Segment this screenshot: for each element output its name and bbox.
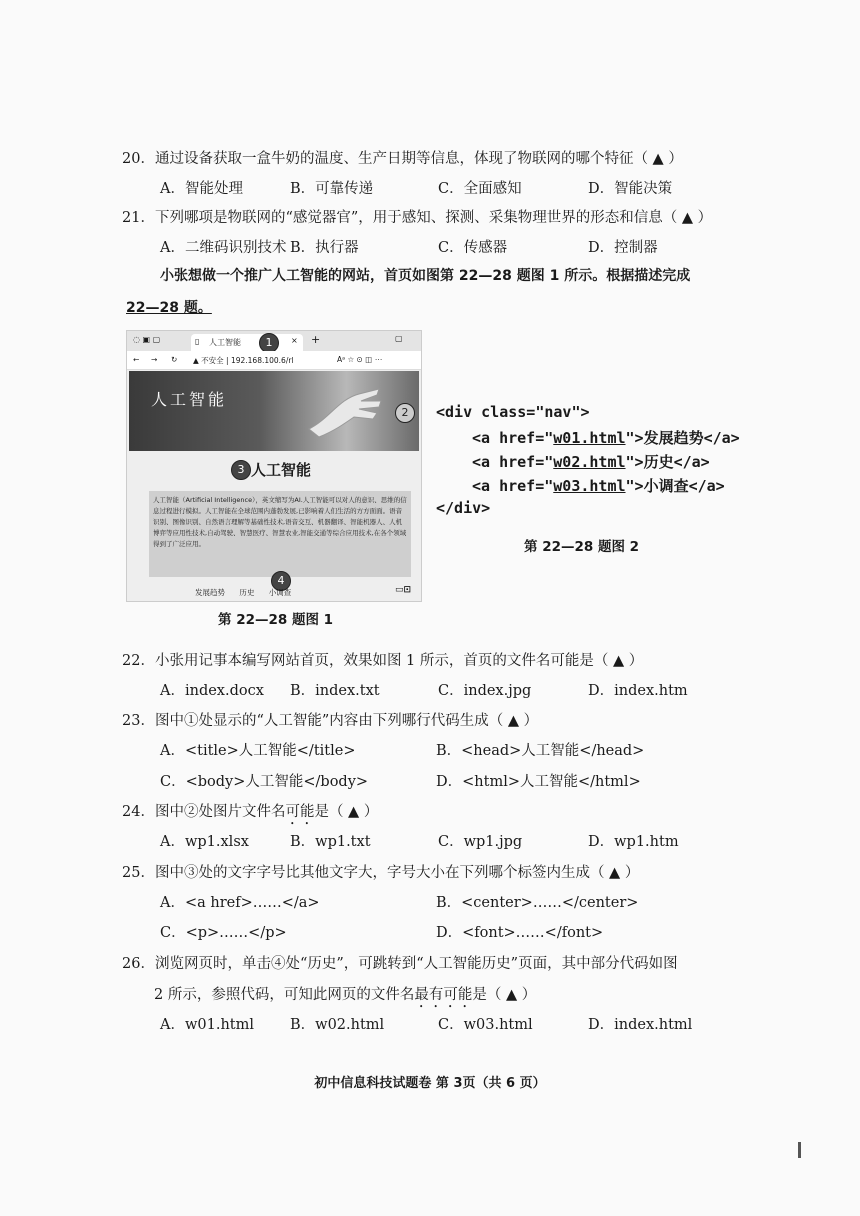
q26-option-b: B．w02.html (290, 1017, 385, 1033)
marker-3: 3 (231, 460, 251, 480)
q25-option-b: B．<center>……</center> (436, 895, 639, 911)
q22-option-c: C．index.jpg (438, 683, 532, 699)
stem-emphasis: 可能 (285, 804, 315, 820)
q20-option-b: B．可靠传递 (290, 181, 374, 197)
close-icon[interactable]: × (291, 336, 298, 345)
code-line-3 (472, 451, 710, 472)
question-24-stem (122, 800, 378, 828)
q24-option-a: A．wp1.xlsx (160, 834, 249, 850)
toolbar-icons[interactable]: Aᵃ ☆ ⊙ ◫ ⋯ (337, 355, 383, 364)
back-icon[interactable]: ← (133, 355, 140, 364)
q26-option-c: C．w03.html (438, 1017, 533, 1033)
q26-option-a: A．w01.html (160, 1017, 254, 1033)
marker-2: 2 (395, 403, 415, 423)
code-filename: w02.html (553, 453, 626, 471)
tab-title: 人工智能 (209, 338, 241, 347)
new-tab-icon[interactable]: + (311, 333, 321, 346)
stem-text: 2 所示，参照代码，可知此网页的文件名 (154, 987, 415, 1003)
q25-option-d: D．<font>……</font> (436, 925, 604, 941)
section-intro-line2: 22—28 题。 (126, 300, 212, 316)
figure-2-caption: 第 22—28 题图 2 (524, 539, 640, 555)
scan-mark (798, 1142, 801, 1158)
section-intro-line1: 小张想做一个推广人工智能的网站，首页如图第 22—28 题图 1 所示。根据描述完成 (160, 268, 691, 284)
code-text: <div class="nav"> (436, 403, 590, 421)
stem-text: 是（ ▲ ） (472, 987, 537, 1003)
intro-paragraph: 人工智能（Artificial Intelligence），英文缩写为AI.人工智能可以对人的意识、思维的信息过程进行模拟。人工智能在全球范围内蓬勃发展,已影响着人们生活的方方面面。语音识别、图像识别、自然语言理解等基础性技术,语音交互、机器翻译、智能机器人、人机博弈等应用性技术,自动驾驶、智慧医疗、智慧农业,智能交通等综合应用技术,在各个领域得到了广泛应用。 (149, 491, 411, 577)
window-controls-icon: ◌ ▣ ▢ (133, 335, 161, 344)
code-line-2 (472, 427, 740, 448)
corner-logo: ▭⊡ (395, 585, 412, 595)
question-26-stem-line1: 26．浏览网页时，单击④处“历史”，可跳转到“人工智能历史”页面，其中部分代码如图 (122, 956, 678, 972)
question-20-stem: 20．通过设备获取一盒牛奶的温度、生产日期等信息，体现了物联网的哪个特征（ ▲ ） (122, 151, 683, 167)
window-restore-icon[interactable]: ▢ (395, 334, 403, 343)
address-bar[interactable] (127, 351, 421, 370)
q21-option-b: B．执行器 (290, 240, 359, 256)
marker-4: 4 (271, 571, 291, 591)
q24-option-c: C．wp1.jpg (438, 834, 523, 850)
marker-1: 1 (259, 333, 279, 353)
banner-title: 人工智能 (151, 390, 228, 409)
banner-image (129, 371, 419, 451)
code-text: <a href=" (472, 477, 554, 495)
q23-option-c: C．<body>人工智能</body> (160, 774, 369, 790)
q22-option-d: D．index.htm (588, 683, 688, 699)
code-line-5 (436, 499, 490, 517)
stem-emphasis: 最有可能 (414, 987, 473, 1003)
q23-option-d: D．<html>人工智能</html> (436, 774, 641, 790)
q26-option-d: D．index.html (588, 1017, 693, 1033)
stem-text: 是（ ▲ ） (314, 804, 379, 820)
q23-option-a: A．<title>人工智能</title> (160, 743, 356, 759)
forward-icon[interactable]: → (151, 355, 158, 364)
question-26-stem-line2 (154, 983, 536, 1011)
nav-link-survey[interactable]: 小调查 (268, 588, 292, 597)
figure-1-caption: 第 22—28 题图 1 (218, 612, 334, 628)
browser-tab[interactable] (191, 334, 303, 351)
q25-option-c: C．<p>……</p> (160, 925, 287, 941)
code-text: ">小调查</a> (625, 477, 725, 495)
q25-option-a: A．<a href>……</a> (160, 895, 320, 911)
code-filename: w03.html (553, 477, 626, 495)
address-text[interactable]: ▲ 不安全 | 192.168.100.6/rl (193, 356, 294, 365)
nav-link-history[interactable]: 历史 (239, 588, 255, 597)
q20-option-c: C．全面感知 (438, 181, 522, 197)
stem-text: 24．图中②处图片文件名 (122, 804, 286, 820)
code-line-1 (436, 403, 590, 421)
code-text: ">历史</a> (625, 453, 710, 471)
q21-option-d: D．控制器 (588, 240, 658, 256)
code-text: </div> (436, 499, 491, 517)
code-text: ">发展趋势</a> (625, 429, 740, 447)
question-23-stem: 23．图中①处显示的“人工智能”内容由下列哪行代码生成（ ▲ ） (122, 713, 539, 729)
reload-icon[interactable]: ↻ (171, 355, 178, 364)
robot-hand-icon (299, 379, 389, 439)
nav-link-trend[interactable]: 发展趋势 (195, 588, 225, 597)
q20-option-d: D．智能决策 (588, 181, 673, 197)
question-25-stem: 25．图中③处的文字字号比其他文字大，字号大小在下列哪个标签内生成（ ▲ ） (122, 865, 640, 881)
q21-option-a: A．二维码识别技术 (160, 240, 287, 256)
figure-1-webpage-screenshot (126, 330, 422, 602)
question-22-stem: 22．小张用记事本编写网站首页，效果如图 1 所示，首页的文件名可能是（ ▲ ） (122, 653, 644, 669)
code-text: <a href=" (472, 429, 554, 447)
q20-option-a: A．智能处理 (160, 181, 243, 197)
q21-option-c: C．传感器 (438, 240, 508, 256)
q22-option-a: A．index.docx (160, 683, 264, 699)
q24-option-b: B．wp1.txt (290, 834, 371, 850)
question-21-stem: 21．下列哪项是物联网的“感觉器官”，用于感知、探测、采集物理世界的形态和信息（ ▲ ） (122, 210, 713, 226)
q23-option-b: B．<head>人工智能</head> (436, 743, 645, 759)
q24-option-d: D．wp1.htm (588, 834, 679, 850)
q22-option-b: B．index.txt (290, 683, 380, 699)
code-text: <a href=" (472, 453, 554, 471)
code-filename: w01.html (553, 429, 626, 447)
page-heading: 人工智能 (251, 461, 312, 479)
nav-links (195, 587, 303, 598)
code-line-4 (472, 475, 725, 496)
page-icon: ▯ (195, 337, 200, 346)
page-footer: 初中信息科技试题卷 第 3页（共 6 页） (314, 1076, 546, 1091)
